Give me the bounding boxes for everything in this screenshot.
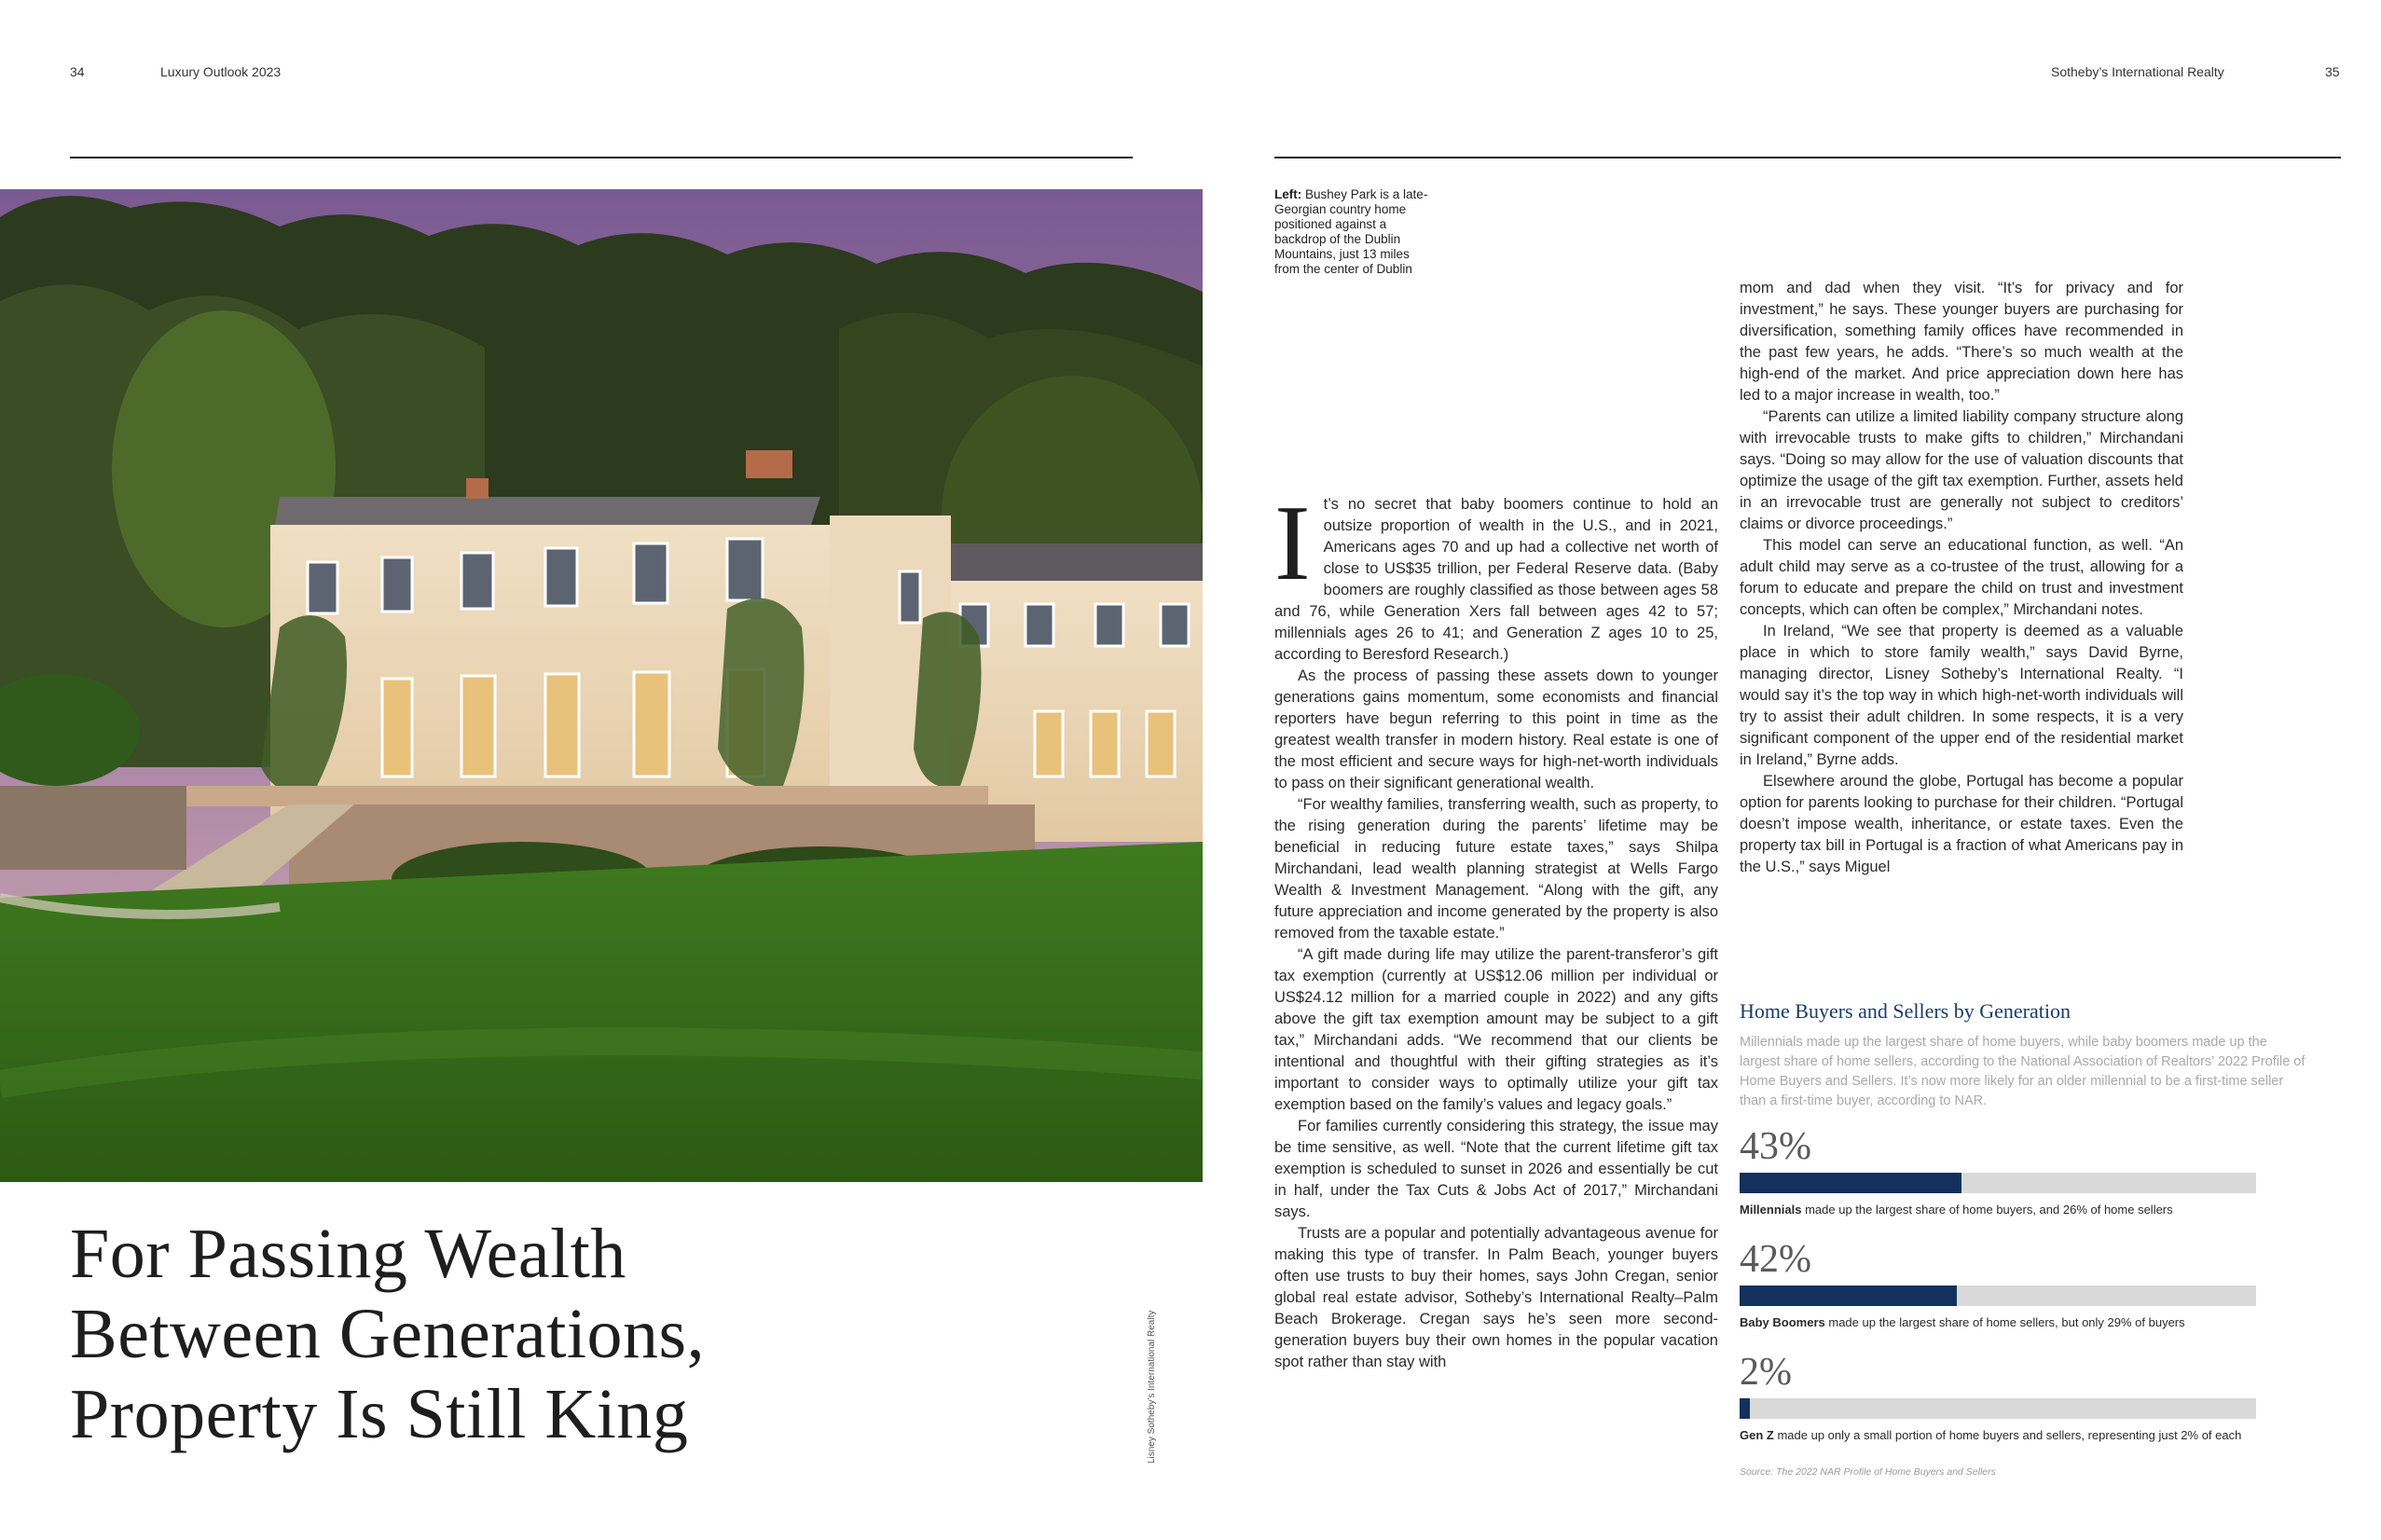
headline-line-3: Property Is Still King bbox=[70, 1375, 689, 1453]
chart-bar bbox=[1740, 1398, 1750, 1419]
chart-stat-millennials bbox=[1740, 1124, 2318, 1237]
caption-lead: Left: bbox=[1274, 187, 1302, 201]
headline-line-1: For Passing Wealth bbox=[70, 1215, 626, 1293]
left-publication-title: Luxury Outlook 2023 bbox=[160, 64, 282, 79]
chart-bar-description bbox=[1740, 1203, 2173, 1217]
chart-category-label: Baby Boomers bbox=[1740, 1315, 1825, 1329]
paragraph-8: “Parents can utilize a limited liability company structure along with irrevocable trusts to make gifts to children,” Mirchandani says. “Doing so may allow for the use of valuation discounts that optimize the usage of the gift tax exemption. Further, assets held in an irrevocable trust are generally not subject to creditors’ claims or divorce proceedings.” bbox=[1740, 408, 2183, 532]
chart-value-label: 43% bbox=[1740, 1125, 1811, 1168]
photo-caption bbox=[1274, 187, 1428, 277]
chart-stat-baby-boomers bbox=[1740, 1237, 2318, 1350]
chart-bar-description bbox=[1740, 1428, 2241, 1442]
paragraph-6: Trusts are a popular and potentially advantageous avenue for making this type of transfer. In Palm Beach, younger buyers often use trusts to buy their homes, says John Cregan, senior global real estate advisor, Sotheby’s International Realty–Palm Beach Brokerage. Cregan says he’s seen more second-generation buyers buy their own homes in the popular vacation spot rather than stay with bbox=[1274, 1225, 1718, 1370]
chart-subtitle: Millennials made up the largest share of home buyers, while baby boomers made up the largest share of home sellers, according to the National Association of Realtors’ 2022 Profile of Home Buyers and Sellers. It’s now more likely for an older millennial to be a first-time seller than a first-time buyer, according to NAR. bbox=[1740, 1035, 2305, 1108]
paragraph-9: This model can serve an educational function, as well. “An adult child may serve as a co-trustee of the trust, allowing for a forum to educate and prepare the child on trust and investment concepts, which can often be complex,” Mirchandani notes. bbox=[1740, 537, 2183, 618]
chart-description-text: made up only a small portion of home buyers and sellers, representing just 2% of each bbox=[1773, 1428, 2242, 1442]
paragraph-11: Elsewhere around the globe, Portugal has become a popular option for parents looking to purchase for their children. “Portugal doesn’t impose wealth, inheritance, or estate taxes. Even the property tax bill in Portugal is a fraction of what Americans pay in the U.S.,” says Miguel bbox=[1740, 773, 2183, 875]
chart-bar bbox=[1740, 1286, 1957, 1306]
right-brand-name: Sotheby’s International Realty bbox=[2051, 64, 2224, 79]
chart-value-label: 2% bbox=[1740, 1351, 1792, 1394]
article-column-1 bbox=[1274, 494, 1718, 1473]
chart-stat-gen-z bbox=[1740, 1350, 2318, 1463]
paragraph-1 bbox=[1274, 494, 1718, 666]
paragraph-2: As the process of passing these assets down to younger generations gains momentum, some economists and financial reporters have begun referring to this point in time as the greatest wealth transfer in modern history. Real estate is one of the most efficient and secure ways for high-net-worth individuals to pass on their significant generational wealth. bbox=[1274, 667, 1718, 791]
paragraph-3: “For wealthy families, transferring wealth, such as property, to the rising generation during the parents’ lifetime may be beneficial in reducing future estate taxes,” says Shilpa Mirchandani, lead wealth planning strategist at Wells Fargo Wealth & Investment Management. “Along with the gift, any future appreciation and income generated by the property is also removed from the taxable estate.” bbox=[1274, 796, 1718, 942]
chart-description-text: made up the largest share of home buyers, and 26% of home sellers bbox=[1801, 1203, 2173, 1217]
estate-illustration bbox=[0, 189, 1203, 1182]
paragraph-1-text: t’s no secret that baby boomers continue to hold an outsize proportion of wealth in the U.S., and in 2021, Americans ages 70 and up had a collective net worth of close to US$35 trillion, per Federal Reserve data. (Baby boomers are roughly classified as those between ages 58 and 76, while Generation Xers fall between ages 42 to 57; millennials ages 26 to 41; and Generation Z ages 10 to 25, according to Beresford Research.) bbox=[1274, 496, 1718, 663]
chart-bar-track bbox=[1740, 1173, 2256, 1193]
paragraph-7: mom and dad when they visit. “It’s for privacy and for investment,” he says. These younger buyers are purchasing for diversification, something family offices have recommended in the past few years, he adds. “There’s so much wealth at the high-end of the market. And price appreciation down here has led to a major increase in wealth, too.” bbox=[1740, 280, 2183, 404]
headline-line-2: Between Generations, bbox=[70, 1295, 706, 1373]
paragraph-5: For families currently considering this strategy, the issue may be time sensitive, as well. “Note that the current lifetime gift tax exemption is scheduled to sunset in 2026 and essentially be cut in half, under the Tax Cuts & Jobs Act of 2017,” Mirchandani says. bbox=[1274, 1118, 1718, 1220]
chart-value-label: 42% bbox=[1740, 1238, 1811, 1281]
chart-title: Home Buyers and Sellers by Generation bbox=[1740, 999, 2071, 1023]
chart-bar bbox=[1740, 1173, 1961, 1193]
chart-source: Source: The 2022 NAR Profile of Home Buyers and Sellers bbox=[1740, 1466, 1996, 1478]
right-page-number: 35 bbox=[2325, 64, 2340, 79]
article-headline bbox=[70, 1214, 1095, 1454]
estate-photo bbox=[0, 189, 1203, 1182]
chart-bar-track bbox=[1740, 1286, 2256, 1306]
chart-category-label: Gen Z bbox=[1740, 1428, 1774, 1442]
drop-cap: I bbox=[1274, 494, 1311, 603]
generation-chart bbox=[1740, 999, 2318, 1478]
paragraph-4: “A gift made during life may utilize the parent-transferor’s gift tax exemption (currently at US$12.06 million per individual or US$24.12 million for a married couple in 2022) and any gifts above the gift tax exemption amount may be subject to a gift tax,” Mirchandani adds. “We recommend that our clients be intentional and thoughtful with their gifting strategies as it’s important to consider ways to optimally utilize your gift tax exemption based on the family’s values and legacy goals.” bbox=[1274, 946, 1718, 1113]
left-header-rule bbox=[70, 157, 1133, 158]
chart-bar-track bbox=[1740, 1398, 2256, 1419]
chart-description-text: made up the largest share of home sellers, but only 29% of buyers bbox=[1824, 1315, 2185, 1329]
paragraph-10: In Ireland, “We see that property is deemed as a valuable place in which to store family wealth,” says David Byrne, managing director, Lisney Sotheby’s International Realty. “I would say it’s the top way in which high-net-worth individuals will try to assist their adult children. In some respects, it is a very significant component of the upper end of the residential market in Ireland,” Byrne adds. bbox=[1740, 623, 2183, 768]
photo-credit: Lisney Sotheby’s International Realty bbox=[1147, 1310, 1157, 1464]
right-header-rule bbox=[1274, 157, 2341, 158]
chart-bars bbox=[1740, 1124, 2318, 1463]
caption-text: Bushey Park is a late-Georgian country home positioned against a backdrop of the Dublin Mountains, just 13 miles from the center of Dublin bbox=[1274, 187, 1428, 276]
article-column-2 bbox=[1740, 278, 2183, 952]
chart-bar-description bbox=[1740, 1315, 2185, 1329]
chart-category-label: Millennials bbox=[1740, 1203, 1802, 1217]
left-page-number: 34 bbox=[70, 64, 85, 79]
